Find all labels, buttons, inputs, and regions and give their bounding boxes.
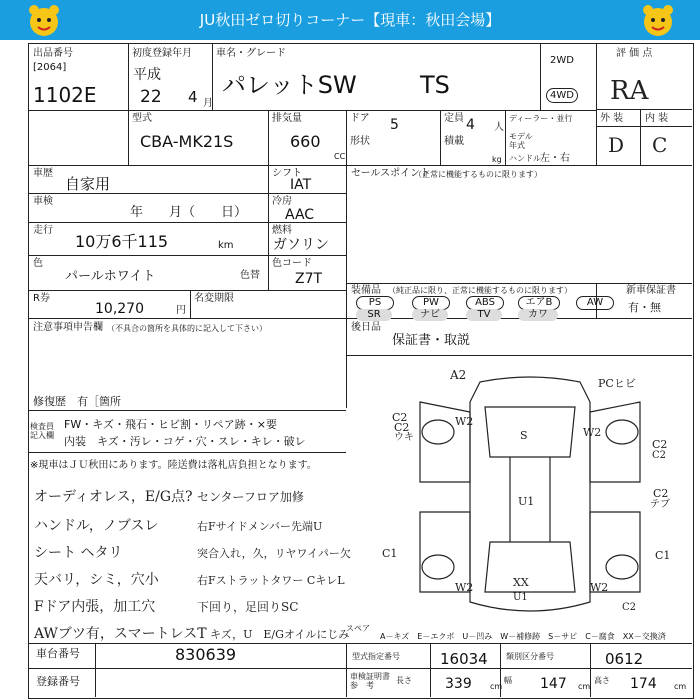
new-warranty-value: 有・無 [628, 301, 661, 314]
name-change-label: 名変期限 [194, 293, 234, 304]
recycle-label: R券 [33, 293, 50, 304]
diagram-legend: A－キズ E－エクボ U－凹み W－補修跡 S－サビ C－腐食 XX－交換済 [380, 632, 666, 641]
diagram-mark: C2 [652, 450, 667, 461]
interior-label: 内 装 [645, 113, 669, 124]
model-grade-label: 車名・グレード [216, 48, 286, 59]
usage-label: 車歴 [33, 168, 53, 179]
mileage-label: 走行 [33, 225, 53, 236]
diagram-mark: C2 [652, 438, 668, 451]
handwritten-note: 右Fサイドメンバー先端U [197, 520, 323, 533]
handwritten-note: シート ヘタリ [34, 545, 123, 561]
equipment-airbag: エアB [518, 296, 560, 310]
diagram-mark: PCヒビ [598, 377, 636, 390]
height-label: 高さ [594, 676, 610, 685]
handwritten-note: キズ，U E/Gオイルにじみ [210, 628, 350, 641]
vehicle-grade: TS [420, 71, 450, 99]
model-year-label: モデル 年式 [509, 132, 533, 150]
equipment-label: 装備品 [351, 285, 381, 296]
width-label: 幅 [504, 676, 512, 685]
disclaimer: ※現車はＪＵ秋田にあります。陸送費は落札店負担となります。 [30, 460, 317, 471]
recycle-value: 10,270 [95, 301, 144, 317]
mascot-icon [640, 2, 676, 38]
first-registration-label: 初度登録年月 [132, 48, 192, 59]
chassis-label: 車台番号 [36, 647, 80, 660]
lot-number: 1102E [33, 83, 97, 107]
shift-value: IAT [290, 177, 312, 193]
color-label: 色 [33, 258, 43, 269]
handwritten-note: 右Fストラットタワー CキレL [197, 574, 345, 587]
capacity-value: 4 [466, 117, 475, 133]
banner-title: JU秋田ゼロ切りコーナー【現車：秋田会場】 [199, 11, 501, 29]
handle-label: ハンドル [509, 154, 541, 163]
equipment-abs: ABS [466, 296, 504, 310]
cc-unit: CC [334, 152, 346, 161]
height-value: 174 [630, 676, 657, 692]
length-value: 339 [445, 676, 472, 692]
diagram-mark: W2 [583, 426, 602, 439]
interior-row: 内装 キズ・汚レ・コゲ・穴・スレ・キレ・破レ [64, 435, 306, 448]
diagram-mark: XX [513, 576, 529, 589]
mileage-value: 10万6千115 [75, 232, 169, 251]
type-designation-label: 型式指定番号 [352, 652, 400, 661]
recycle-unit: 円 [176, 305, 186, 316]
inspection-value: 年 月（ 日） [130, 205, 248, 220]
diagram-mark: ウキ [394, 432, 414, 443]
equipment-ps: PS [356, 296, 394, 310]
length-unit: cm [490, 682, 503, 691]
category-label: 類別区分番号 [506, 652, 554, 661]
diagram-mark: S [520, 429, 528, 442]
shift-label: シフト [272, 168, 302, 179]
attachments-value: 保証書・取説 [392, 333, 471, 348]
handwritten-note: 下回り，足回りSC [197, 600, 299, 614]
rating-label: 評 価 点 [616, 48, 653, 59]
model-type: CBA-MK21S [140, 132, 234, 151]
equipment-navi: ナビ [412, 309, 448, 321]
new-warranty-label: 新車保証書 [626, 285, 676, 296]
diagram-mark: C2 [392, 411, 408, 424]
color-code-value: Z7T [295, 271, 323, 287]
registration-month: 4 [188, 88, 198, 106]
width-value: 147 [540, 676, 567, 692]
certificate-label: 車検証明書 参 考 [350, 672, 390, 690]
width-unit: cm [578, 682, 591, 691]
equipment-leather: カワ [518, 309, 558, 321]
kg-unit: kg [492, 155, 502, 164]
notes-sub: （不具合の箇所を具体的に記入して下さい） [107, 324, 267, 333]
sales-point-label: セールスポイント [351, 168, 431, 179]
notes-label: 注意事項申告欄 [33, 322, 103, 333]
rating-value: RA [610, 76, 649, 106]
length-label: 長さ [396, 676, 412, 685]
equipment-tv: TV [466, 309, 502, 321]
attachments-label: 後日品 [351, 322, 381, 333]
handwritten-note: 突合入れ，久，リヤワイパー欠 [197, 547, 351, 560]
color-change-label: 色替 [240, 270, 260, 281]
diagram-mark: W2 [455, 581, 474, 594]
registration-year: 22 [140, 87, 162, 107]
vehicle-name: パレットSW [222, 71, 357, 99]
person-unit: 人 [494, 122, 504, 133]
drive-2wd: 2WD [550, 55, 574, 66]
interior-grade: C [652, 133, 668, 157]
sales-point-note: （正常に機能するものに限ります） [414, 170, 542, 179]
ac-value: AAC [285, 207, 315, 223]
diagram-mark: スペア [346, 624, 370, 633]
displacement-label: 排気量 [272, 113, 302, 124]
repair-history: 修復歴 有［箇所 [33, 395, 121, 408]
lot-number-label: 出品番号 [33, 48, 73, 59]
era: 平成 [133, 67, 161, 83]
handwritten-note: センターフロア加修 [197, 490, 304, 504]
mileage-unit: km [218, 240, 234, 251]
category-number: 0612 [605, 650, 644, 668]
load-label: 積載 [444, 136, 464, 147]
model-type-label: 型式 [132, 113, 152, 124]
diagram-mark: C2 [653, 487, 669, 500]
exterior-label: 外 装 [600, 113, 624, 124]
diagram-mark: テブ [650, 499, 670, 510]
fw-row: FW・キズ・飛石・ヒビ割・リペア跡・×要 [64, 418, 277, 431]
inspection-label: 車検 [33, 196, 53, 207]
equipment-sr: SR [356, 309, 392, 321]
handwritten-note: ハンドル，ノブスレ [34, 518, 159, 534]
color-value: パールホワイト [65, 269, 156, 284]
fuel-value: ガソリン [273, 237, 329, 253]
fuel-label: 燃料 [272, 225, 292, 236]
dealer-label: ディーラー・並行 [509, 114, 573, 123]
handwritten-note: Fドア内張，加工穴 [34, 599, 156, 615]
equipment-pw: PW [412, 296, 450, 310]
diagram-mark: C2 [394, 421, 410, 434]
type-designation: 16034 [440, 650, 488, 668]
equipment-aw: AW [576, 296, 614, 310]
equipment-note: （純正品に限り、正常に機能するものに限ります） [388, 286, 572, 295]
chassis-number: 830639 [175, 645, 237, 664]
inspector-label: 検査員 記入欄 [30, 422, 54, 440]
diagram-mark: C1 [655, 549, 671, 562]
handwritten-note: 天バリ，シミ，穴小 [34, 572, 159, 588]
handwritten-note: AWブツ有，スマートレスT [34, 626, 207, 642]
mascot-icon [26, 2, 62, 38]
ac-label: 冷房 [272, 196, 292, 207]
exterior-grade: D [608, 133, 625, 157]
diagram-mark: C2 [622, 602, 637, 613]
color-code-label: 色コード [272, 258, 312, 269]
doors-value: 5 [390, 117, 399, 133]
displacement-value: 660 [290, 132, 321, 151]
diagram-mark: W2 [455, 415, 474, 428]
registration-label: 登録番号 [36, 675, 80, 688]
capacity-label: 定員 [444, 113, 464, 124]
month-unit: 月 [203, 98, 213, 109]
usage-value: 自家用 [65, 175, 111, 193]
diagram-mark: W2 [590, 581, 609, 594]
handwritten-note: オーディオレス，E/G点? [34, 489, 193, 505]
diagram-mark: U1 [518, 495, 535, 508]
diagram-mark: C1 [382, 547, 398, 560]
drive-4wd: 4WD [546, 88, 578, 103]
diagram-mark: A2 [450, 368, 467, 382]
shape-label: 形状 [350, 136, 370, 147]
lot-code: [2064] [33, 62, 67, 73]
diagram-mark: U1 [513, 592, 528, 603]
handle-value: 左・右 [540, 153, 570, 164]
height-unit: cm [674, 682, 687, 691]
doors-label: ドア [350, 113, 370, 124]
